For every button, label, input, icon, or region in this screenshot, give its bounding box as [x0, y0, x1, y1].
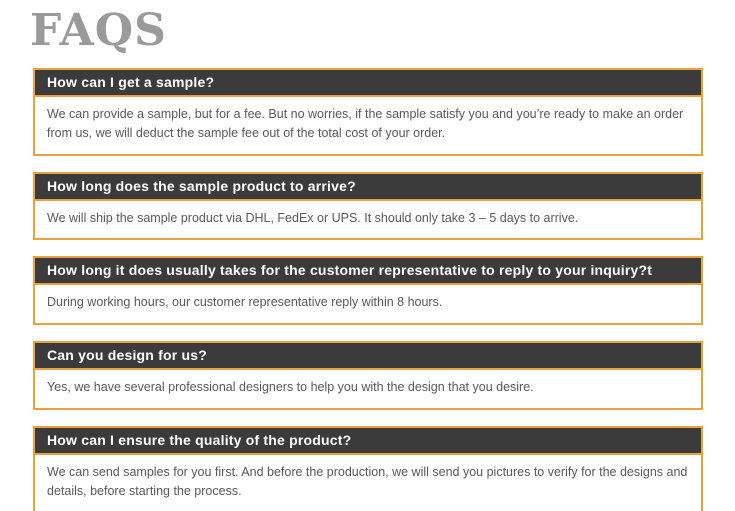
faq-question-bar — [35, 174, 701, 201]
faq-answer-text: During working hours, our customer representative reply within 8 hours. — [47, 295, 443, 310]
faq-question-bar — [35, 343, 701, 370]
faq-question-text: How long it does usually takes for the customer representative to reply to your inquiry?t — [47, 262, 653, 279]
faq-question-text: How long does the sample product to arrive? — [47, 177, 356, 194]
faq-card — [33, 256, 703, 325]
faq-question-text: How can I ensure the quality of the product? — [47, 431, 352, 448]
page-title: FAQS — [30, 5, 167, 56]
faq-answer-text: We can provide a sample, but for a fee. But no worries, if the sample satisfy you and you’re ready to make an order from us, we will deduct the sample fee out of the total cost of your order. — [47, 107, 684, 140]
faq-answer-text: Yes, we have several professional designers to help you with the design that you desire. — [47, 380, 534, 395]
faq-list — [33, 68, 703, 511]
faq-question-bar — [35, 258, 701, 285]
faq-card — [33, 426, 703, 511]
faq-card — [33, 172, 703, 241]
faq-card — [33, 341, 703, 410]
faq-card — [33, 68, 703, 156]
faq-question-bar — [35, 428, 701, 455]
faq-answer-text: We will ship the sample product via DHL, FedEx or UPS. It should only take 3 – 5 days to arrive. — [47, 210, 579, 225]
faq-question-text: Can you design for us? — [47, 347, 207, 364]
faq-answer-text: We can send samples for you first. And before the production, we will send you pictures to verify for the designs and details, before starting the process. — [47, 464, 688, 498]
faq-question-bar — [35, 70, 701, 97]
faq-question-text: How can I get a sample? — [47, 74, 215, 91]
